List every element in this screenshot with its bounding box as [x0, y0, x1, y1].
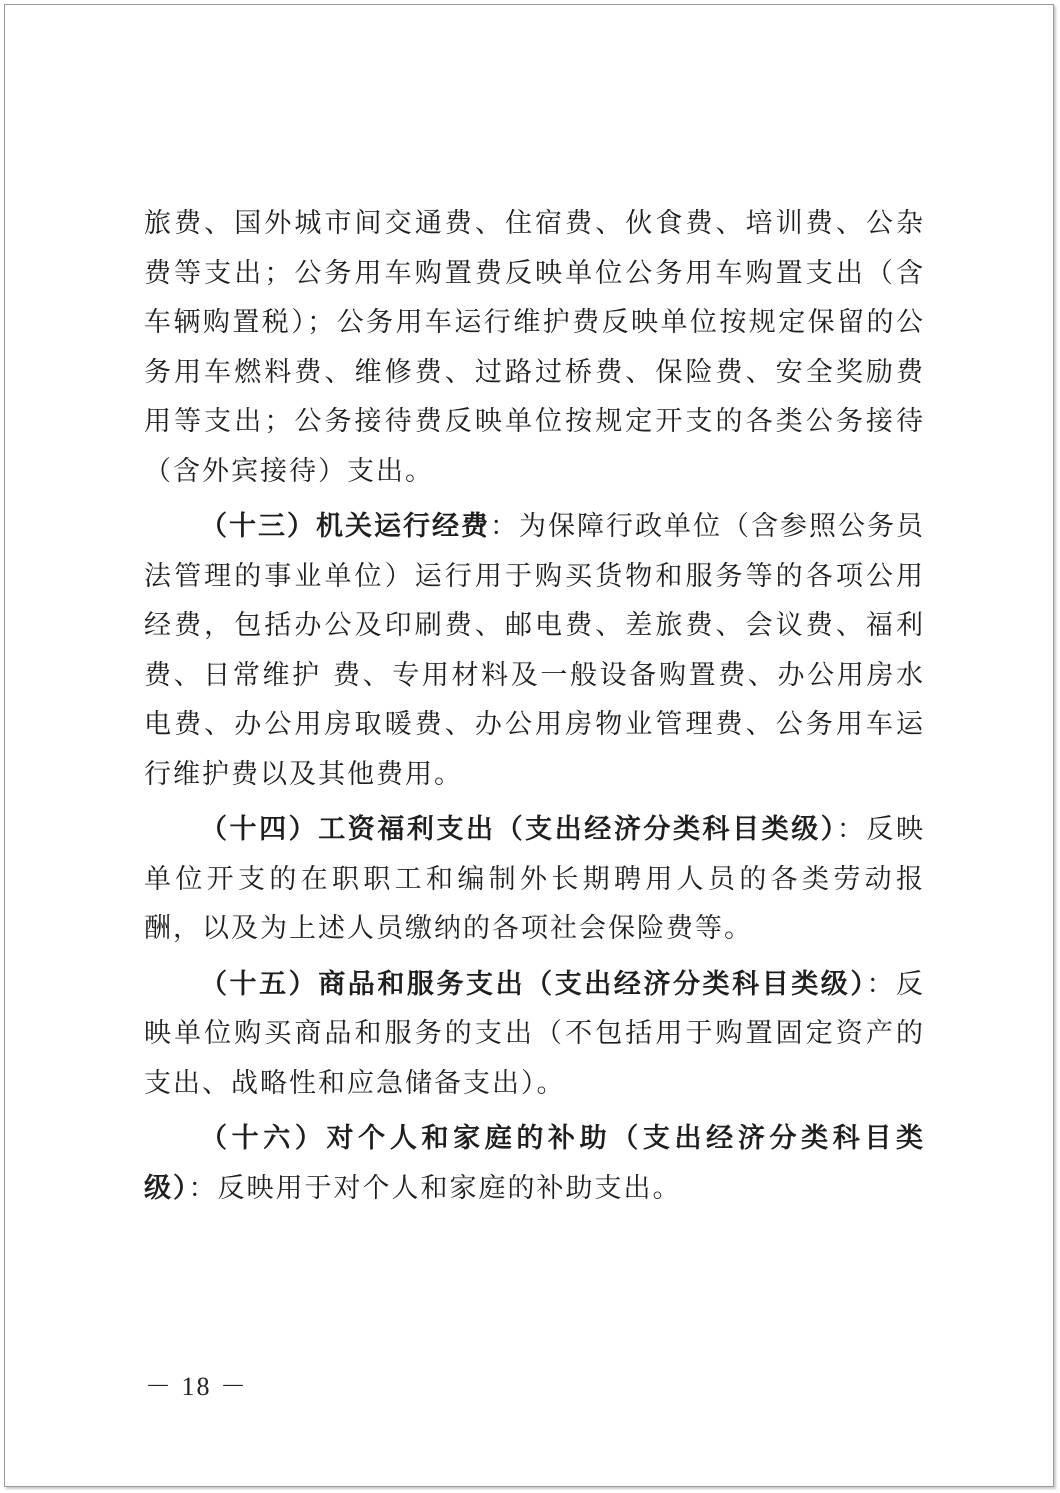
paragraph-heading: （十三）机关运行经费 — [200, 511, 490, 542]
paragraph-15 — [144, 960, 925, 1109]
page-number: － 18 － — [145, 1372, 249, 1401]
paragraph-continuation — [144, 199, 925, 496]
paragraph-heading: （十六）对个人和家庭的补助（支出经济分类科目类级） — [144, 1123, 925, 1204]
paragraph-text: 旅费、国外城市间交通费、住宿费、伙食费、培训费、公杂费等支出；公务用车购置费反映单位公务用车购置支出（含车辆购置税）；公务用车运行维护费反映单位按规定保留的公务用车燃料费、维修费、过路过桥费、保险费、安全奖励费用等支出；公务接待费反映单位按规定开支的各类公务接待（含外宾接待）支出。 — [144, 208, 925, 487]
paragraph-13 — [144, 502, 925, 799]
paragraph-heading: （十四）工资福利支出（支出经济分类科目类级） — [200, 814, 837, 845]
paragraph-text: ：反映单位开支的在职职工和编制外长期聘用人员的各类劳动报酬，以及为上述人员缴纳的各项社会保险费等。 — [144, 814, 925, 944]
document-body — [144, 199, 925, 1219]
paragraph-14 — [144, 805, 925, 954]
document-page — [4, 4, 1054, 1487]
paragraph-text: ：反映用于对个人和家庭的补助支出。 — [188, 1172, 682, 1204]
paragraph-16 — [144, 1114, 925, 1213]
paragraph-text: ：为保障行政单位（含参照公务员法管理的事业单位）运行用于购买货物和服务等的各项公用经费，包括办公及印刷费、邮电费、差旅费、会议费、福利费、日常维护 费、专用材料及一般设备购置费、办公用房水电费、办公用房取暖费、办公用房物业管理费、公务用车运行维护费以及其他费用。 — [144, 511, 925, 790]
paragraph-heading: （十五）商品和服务支出（支出经济分类科目类级） — [200, 968, 867, 1000]
paragraph-text: ：反映单位购买商品和服务的支出（不包括用于购置固定资产的支出、战略性和应急储备支出）。 — [144, 968, 925, 1099]
